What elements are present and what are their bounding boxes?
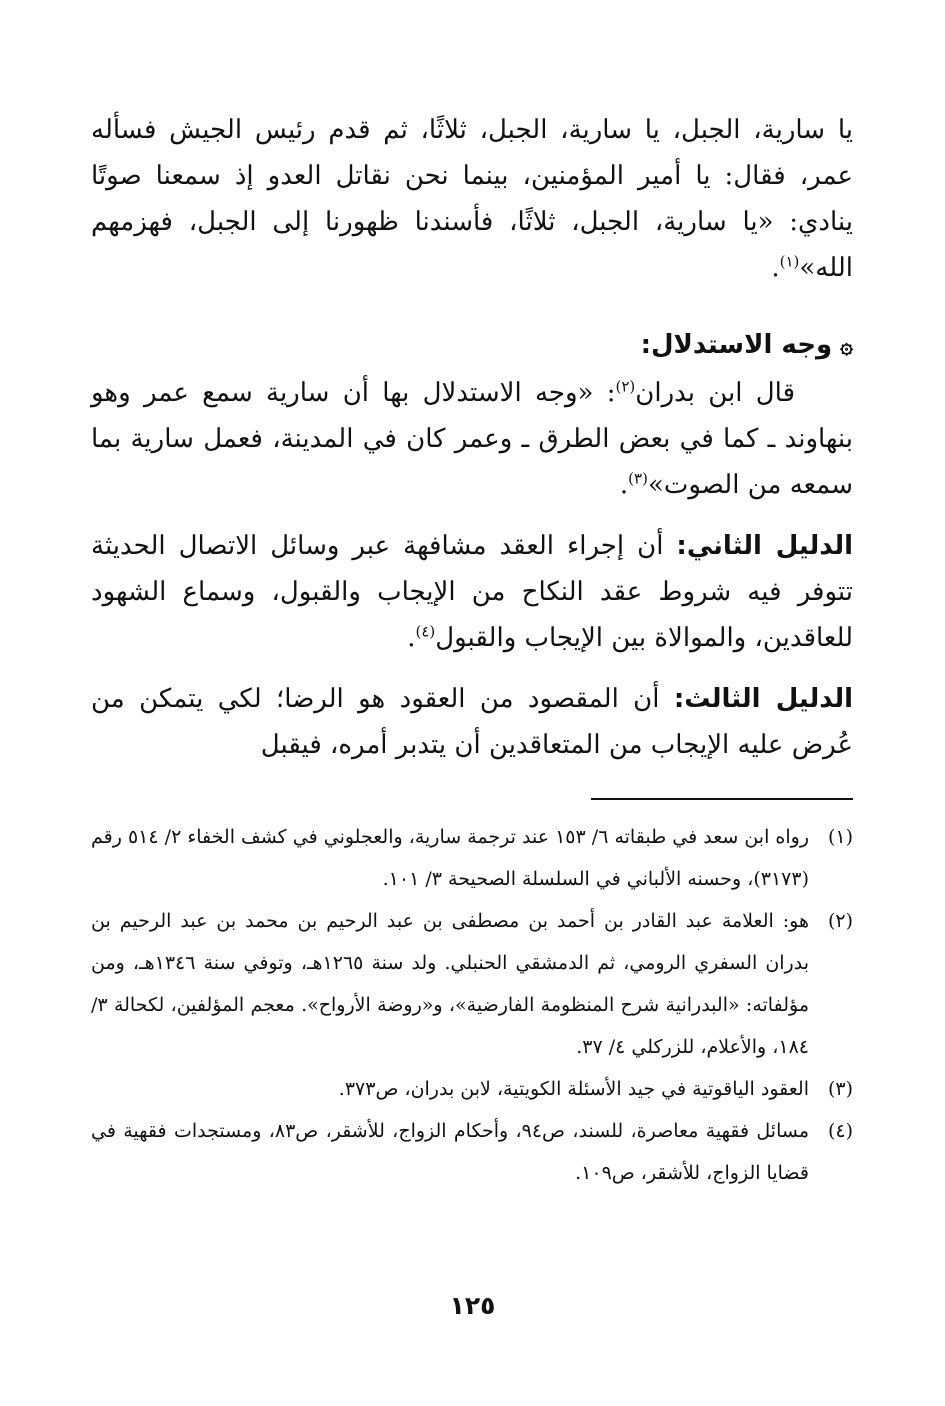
footnote-text: رواه ابن سعد في طبقاته ٦/ ١٥٣ عند ترجمة سارية، والعجلوني في كشف الخفاء ٢/ ٥١٤ رقم (٣١٧٣)، وحسنه الألباني في السلسلة الصحيحة ٣/ ١٠١. [91, 826, 809, 890]
footnote-item [91, 1110, 853, 1194]
paragraph-text: أن المقصود من العقود هو الرضا؛ لكي يتمكن من عُرض عليه الإيجاب من المتعاقدين أن يتدبر أمره، فيقبل [91, 684, 853, 760]
paragraph-ibn-badran-quote [91, 370, 853, 508]
footnote-item [91, 816, 853, 900]
footnote-item [91, 900, 853, 1068]
evidence-lead-label: الدليل الثاني: [676, 531, 853, 561]
footnote-text: هو: العلامة عبد القادر بن أحمد بن مصطفى بن عبد الرحيم بن محمد بن عبد الرحيم بن بدران السفري الرومي، ثم الدمشقي الحنبلي. ولد سنة ١٢٦٥هـ، وتوفي سنة ١٣٤٦هـ، ومن مؤلفاته: «البدرانية شرح المنظومة الفارضية»، و«روضة الأرواح». معجم المؤلفين، لكحالة ٣/ ١٨٤، والأعلام، للزركلي ٤/ ٣٧. [91, 910, 809, 1058]
footnote-text: مسائل فقهية معاصرة، للسند، ص٩٤، وأحكام الزواج، للأشقر، ص٨٣، ومستجدات فقهية في قضايا الزواج، للأشقر، ص١٠٩. [91, 1120, 809, 1184]
evidence-lead-label: الدليل الثالث: [673, 684, 853, 714]
paragraph-second-evidence [91, 523, 853, 661]
paragraph-sariya-story [91, 107, 853, 291]
footnote-ref-3[interactable]: (٣) [628, 469, 648, 488]
footnote-item [91, 1068, 853, 1110]
footnote-number: (٤) [827, 1120, 853, 1142]
footnote-text: العقود الياقوتية في جيد الأسئلة الكويتية، لابن بدران، ص٣٧٣. [338, 1078, 809, 1100]
footnote-ref-2[interactable]: (٢) [615, 377, 636, 396]
footnote-separator [591, 798, 853, 800]
paragraph-end: . [771, 253, 780, 283]
paragraph-text-quote: : «وجه الاستدلال بها أن سارية سمع عمر وهو بنهاوند ـ كما في بعض الطرق ـ وعمر كان في المدينة، فعمل سارية بما سمعه من الصوت» [91, 378, 853, 500]
footnote-number: (١) [827, 826, 853, 848]
section-heading [91, 322, 853, 370]
footnote-number: (٢) [827, 910, 853, 932]
page-number: ١٢٥ [449, 1291, 496, 1320]
flower-ornament-icon: ۞ [840, 334, 853, 359]
paragraph-end: . [619, 470, 629, 500]
paragraph-text-start: قال ابن بدران [635, 378, 796, 408]
paragraph-third-evidence [91, 676, 853, 768]
paragraph-text: أن إجراء العقد مشافهة عبر وسائل الاتصال الحديثة تتوفر فيه شروط عقد النكاح من الإيجاب والقبول، وسماع الشهود للعاقدين، والموالاة بين الإيجاب والقبول [91, 531, 853, 653]
footnotes-list [91, 816, 853, 1194]
footnote-ref-4[interactable]: (٤) [415, 622, 436, 641]
footnote-ref-1[interactable]: (١) [779, 252, 800, 271]
footnote-number: (٣) [827, 1078, 853, 1100]
section-heading-text: وجه الاستدلال: [640, 330, 833, 360]
paragraph-end: . [407, 623, 416, 653]
paragraph-text: يا سارية، الجبل، يا سارية، الجبل، ثلاثًا، ثم قدم رئيس الجيش فسأله عمر، فقال: يا أمير المؤمنين، بينما نحن نقاتل العدو إذ سمعنا صوتًا ينادي: «يا سارية، الجبل، ثلاثًا، فأسندنا ظهورنا إلى الجبل، فهزمهم الله» [91, 115, 853, 283]
